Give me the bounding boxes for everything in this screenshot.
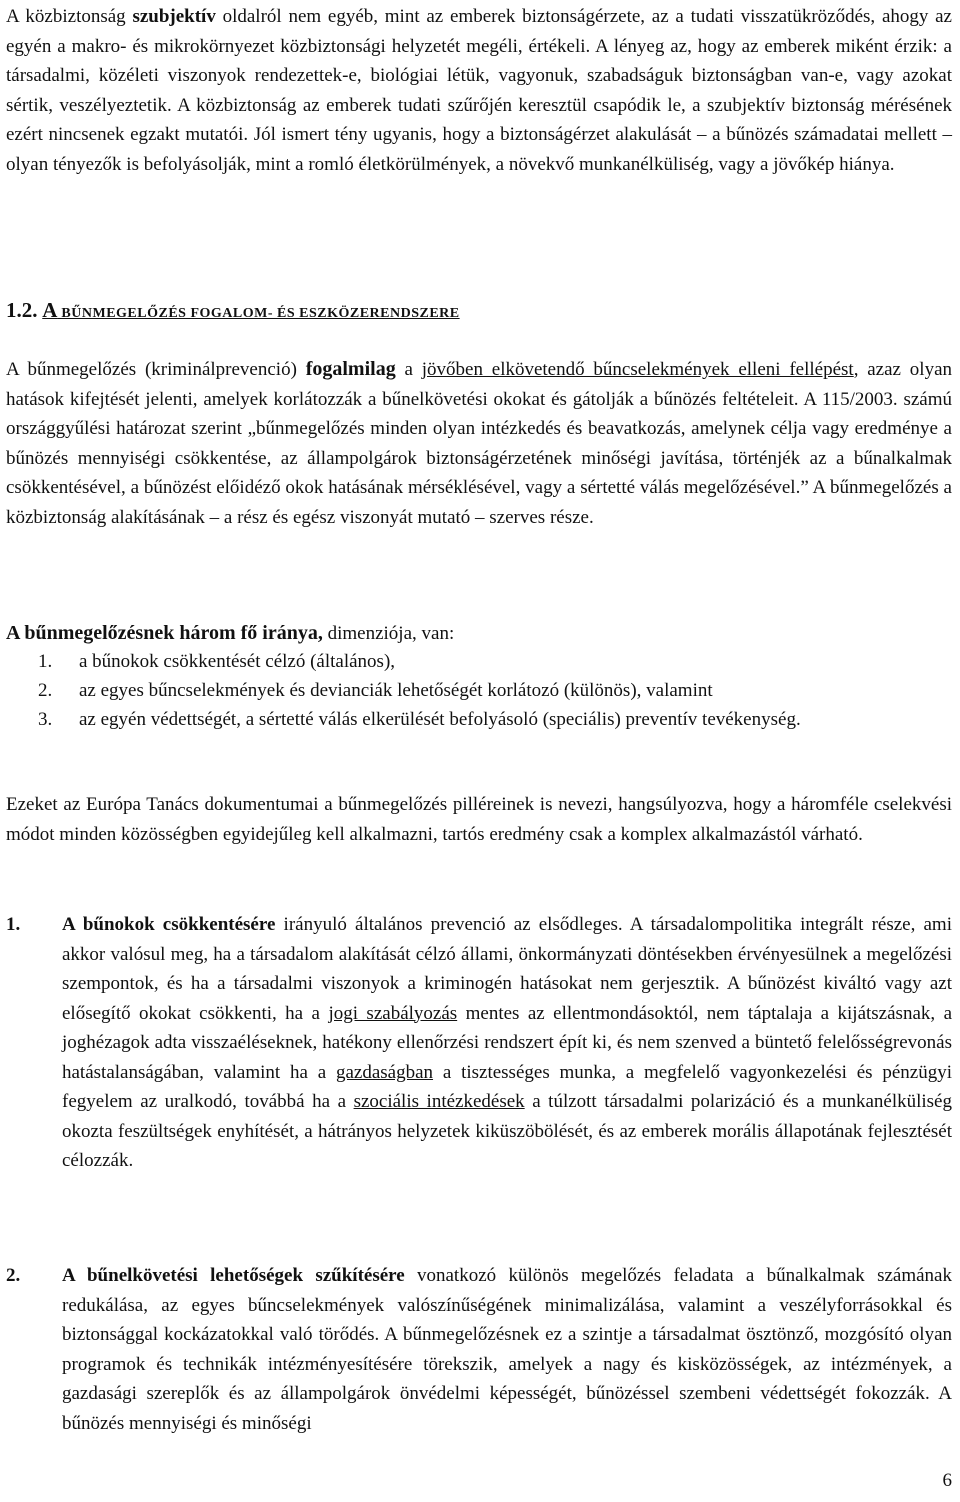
underlined-phrase: jogi szabályozás [328,1002,458,1024]
text-run: mentes az ellentmondásoktól, nem táptalaja a kijátszásnak, a joghézagok adta visszaéléseknek, hatékony ellenőrzési rendszert épít ki, és nem szenved a büntető felelősségrevonás hatástalanságában, valamint ha a [62,1002,952,1083]
text-run: A bűnmegelőzés (kriminálprevenció) [6,359,306,380]
underlined-phrase: gazdaságban [335,1061,434,1083]
list-number: 2. [38,680,53,701]
text-run: irányuló általános prevenció az elsődleges. A társadalompolitika integrált része, ami akkor valósul meg, ha a társadalom alakítását célzó állami, önkormányzati döntésekben érvényesülnek a megelőzési szempontok, és ha a társadalmi viszonyok a kriminogén hatásokat nem gerjesztik. A bűnözést kiváltó vagy azt elősegítő okokat csökkenti, ha a [62,914,952,1024]
text-run: oldalról nem egyéb, mint az emberek biztonságérzete, az a tudati visszatükröződés, ahogy az egyén a makro- és mikrokörnyezet közbiztonsági helyzetét megéli, értékeli. A lényeg az, hogy az emberek miként érzik: a társadalmi, közéleti viszonyok rendezettek-e, biológiai létük, vagyonuk, szabadságuk biztonságban van-e, vagy azokat sértik, veszélyeztetik. A közbiztonság az emberek tudati szűrőjén keresztül csapódik le, a szubjektív biztonság mérésének ezért nincsenek egzakt mutatói. Jól ismert tény ugyanis, hogy a biztonságérzet alakulását – a bűnözés számadatai mellett – olyan tényezők is befolyásolják, mint a romló életkörülmények, a növekvő munkanélküliség, vagy a jövőkép hiánya. [6,6,952,175]
section-number: 1.2. [6,298,38,322]
paragraph-council-of-europe: Ezeket az Európa Tanács dokumentumai a bűnmegelőzés pilléreinek is nevezi, hangsúlyozva, hogy a háromféle cselekvési módot minden közösségben egyidejűleg kell alkalmazni, tartós eredmény csak a komplex alkalmazástól várható. [6,794,952,845]
page-number: 6 [942,1470,952,1491]
bold-term: szubjektív [132,6,216,27]
directions-lead [6,619,952,649]
block-text [62,910,952,1176]
text-run: dimenziója, van: [322,623,455,644]
text-run: vonatkozó különös megelőzés feladata a bűnalkalmak számának redukálása, az egyes bűncselekmények valószínűségének minimalizálása, valamint a veszélyforrásokkal és biztonsággal kockázatokkal való törődés. A bűnmegelőzésnek ez a szintje a társadalmat ösztönző, mozgósító olyan programok és technikák intézményesítésére törekszik, amelyek a nagy és kisközösségek, az intézmények, a gazdasági szereplők és az állampolgárok önvédelmi képességét, bűnözéssel szembeni védettségét fokozzák. A bűnözés mennyiségi és minőségi [62,1265,952,1434]
block-text [62,1261,952,1438]
section-title [42,298,460,322]
section-heading [6,296,952,329]
text-run: a [395,359,422,380]
bold-term: A bűnelkövetési lehetőségek szűkítésére [62,1265,405,1286]
list-number: 3. [38,709,53,730]
list-text: az egyén védettségét, a sértetté válás elkerülését befolyásoló (speciális) preventív tevékenység. [79,709,801,730]
list-number: 1. [38,651,53,672]
text-run: a túlzott társadalmi polarizáció és a munkanélküliség okozta feszültségek enyhítését, a hátrányos helyzetek kiküszöbölését, és az emberek morális állapotának fejlesztését célozzák. [62,1091,952,1171]
text-run: a tisztességes munka, a megfelelő vagyonkezelési és pénzügyi fegyelem az uralkodó, továbbá ha a [62,1061,952,1112]
underlined-phrase: jövőben elkövetendő bűncselekmények elleni fellépést [421,359,854,380]
list-text: az egyes bűncselekmények és devianciák lehetőségét korlátozó (különös), valamint [79,680,713,701]
bold-term: A bűnokok csökkentésére [62,914,276,935]
section-title-rest: BŰNMEGELŐZÉS FOGALOM- ÉS ESZKÖZERENDSZERE [57,306,460,321]
section-title-initial: A [42,298,58,322]
bold-term: fogalmilag [305,358,396,380]
list-text: a bűnokok csökkentését célzó (általános), [79,651,396,672]
block-number: 1. [6,914,21,935]
paragraph-definition [6,355,952,532]
underlined-phrase: szociális intézkedések [353,1091,525,1112]
text-run: A közbiztonság [6,6,133,27]
bold-term: A bűnmegelőzésnek három fő iránya, [6,622,323,644]
text-run: , azaz olyan hatások kifejtését jelenti, amelyek korlátozzák a bűnelkövetési okokat és gátolják a bűnözés feltételeit. A 115/2003. számú országgyűlési határozat szerint „bűnmegelőzés minden olyan intézkedés és beavatkozás, amelynek célja vagy eredménye a bűnözés mennyiségi csökkentése, az állampolgárok biztonságérzetének minőségi javítása, történjék az a bűnalkalmak csökkentésével, a bűnözést előidéző okok hatásának mérséklésével, vagy a sértetté válás megelőzésével.” A bűnmegelőzés a közbiztonság alakításának – a rész és egész viszonyát mutató – szerves része. [6,359,952,528]
paragraph-subjective-security [6,2,952,179]
block-number: 2. [6,1265,21,1286]
